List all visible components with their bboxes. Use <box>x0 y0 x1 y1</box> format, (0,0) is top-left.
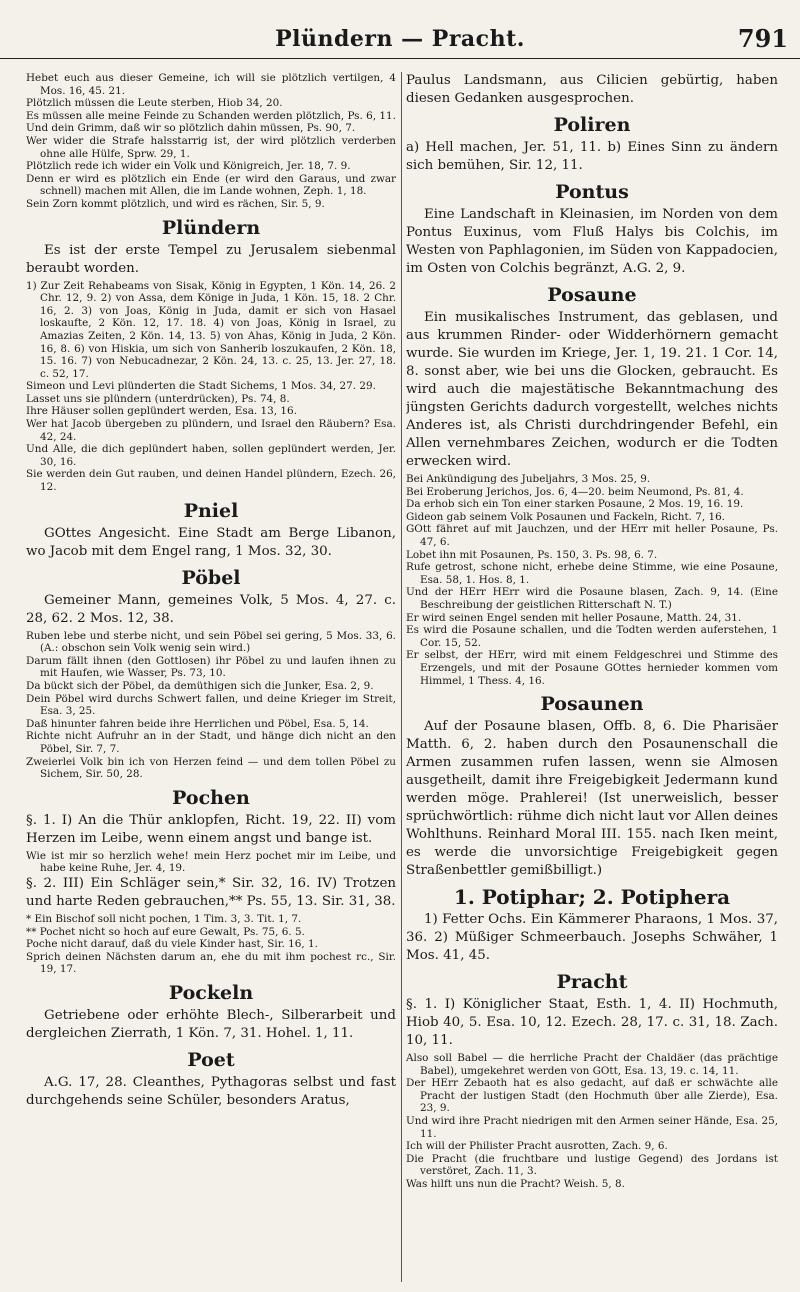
citation: Denn er wird es plötzlich ein Ende (er wird den Garaus, und zwar schnell) machen mit Allen, die im Lande wohnen, Zeph. 1, 18. <box>26 172 396 198</box>
entry-title: Posaunen <box>540 693 644 716</box>
entry-title: Pochen <box>172 786 250 809</box>
citation: Rufe getrost, schone nicht, erhebe deine Stimme, wie eine Posaune, Esa. 58, 1. Hos. 8, 1. <box>406 561 778 586</box>
entry-definition: Eine Landschaft in Kleinasien, im Norden von dem Pontus Euxinus, vom Fluß Halys bis Colchis, im Westen von Paphlagonien, im Süden von Kappadocien, im Osten von Colchis begränzt, A.G. 2, 9. <box>406 207 778 276</box>
citation: Ich will der Philister Pracht ausrotten, Zach. 9, 6. <box>406 1140 668 1153</box>
entry-title: Pontus <box>555 181 629 203</box>
entry-title: 1. Potiphar; 2. Potiphera <box>453 885 731 910</box>
citation: Er selbst, der HErr, wird mit einem Feldgeschrei und Stimme des Erzengels, und mit der Posaune GOttes hernieder kommen vom Himmel, 1 Thess. 4, 16. <box>406 649 778 687</box>
citation: Es müssen alle meine Feinde zu Schanden werden plötzlich, Ps. 6, 11. <box>26 109 396 122</box>
entry-title: Pockeln <box>168 981 254 1004</box>
entry-pluendern <box>26 217 396 494</box>
citation: Ihre Häuser sollen geplündert werden, Esa. 13, 16. <box>26 405 297 418</box>
citation: Wer wider die Strafe halsstarrig ist, der wird plötzlich verderben ohne alle Hülfe, Sprw. 29, 1. <box>26 134 396 160</box>
entry-title: Poliren <box>553 114 631 136</box>
entry-pockeln <box>26 982 396 1043</box>
citation: Und der HErr HErr wird die Posaune blasen, Zach. 9, 14. (Eine Beschreibung der geistlichen Ritterschaft N. T.) <box>406 586 778 611</box>
entry-poet <box>26 1049 396 1110</box>
entry-definition: §. 1. I) An die Thür anklopfen, Richt. 19, 22. II) vom Herzen im Leibe, wenn einem angst und bange ist. <box>26 812 396 846</box>
citation: Gideon gab seinem Volk Posaunen und Fackeln, Richt. 7, 16. <box>406 510 725 523</box>
citation: Was hilft uns nun die Pracht? Weish. 5, 8. <box>406 1178 625 1191</box>
citation: Er wird seinen Engel senden mit heller Posaune, Matth. 24, 31. <box>406 611 742 624</box>
right-column <box>406 72 778 1284</box>
citation: Der HErr Zebaoth hat es also gedacht, auf daß er schwächte alle Pracht der lustigen Stadt (den Hochmuth über alle Zierde), Esa. 23, 9. <box>406 1077 778 1115</box>
citation: * Ein Bischof soll nicht pochen, 1 Tim. 3, 3. Tit. 1, 7. <box>26 912 302 925</box>
entry-title: Plündern <box>161 216 261 239</box>
citation: Wie ist mir so herzlich wehe! mein Herz pochet mir im Leibe, und habe keine Ruhe, Jer. 4, 19. <box>26 849 396 875</box>
left-column <box>26 72 396 1284</box>
entry-definition: Ein musikalisches Instrument, das geblasen, und aus krummen Rinder- oder Widderhörnern gemacht wurde. Sie wurden im Kriege, Jer. 1, 19. 21. 1 Cor. 14, 8. sonst aber, wie bei uns die Glocken, gebraucht. Es wird auch die majestätische Bekanntmachung des jüngsten Gerichts dadurch vorgestellt, welches nichts Anderes ist, als Christi durchdringender Befehl, ein Allen vernehmbares Zeichen, wodurch er die Todten erwecken wird. <box>406 310 778 469</box>
entry-definition: Paulus Landsmann, aus Cilicien gebürtig, haben diesen Gedanken ausgesprochen. <box>406 73 778 106</box>
citation: Hebet euch aus dieser Gemeine, ich will sie plötzlich vertilgen, 4 Mos. 16, 45. 21. <box>26 72 396 97</box>
page-header <box>0 22 800 59</box>
citation: Plötzlich müssen die Leute sterben, Hiob 34, 20. <box>26 97 283 110</box>
citation: Die Pracht (die fruchtbare und lustige Gegend) des Jordans ist verstöret, Zach. 11, 3. <box>406 1152 778 1178</box>
entry-title: Pracht <box>556 971 628 994</box>
running-title: Plündern — Pracht. <box>275 26 525 52</box>
citation: Und Alle, die dich geplündert haben, sollen geplündert werden, Jer. 30, 16. <box>26 443 396 468</box>
entry-ploetzlich-continued <box>26 72 396 211</box>
citation: Darum fällt ihnen (den Gottlosen) ihr Pöbel zu und laufen ihnen zu mit Haufen, wie Wasser, Ps. 73, 10. <box>26 654 396 680</box>
citation: Daß hinunter fahren beide ihre Herrlichen und Pöbel, Esa. 5, 14. <box>26 717 369 730</box>
citation: Ruben lebe und sterbe nicht, und sein Pöbel sei gering, 5 Mos. 33, 6. (A.: obschon sein Volk wenig sein wird.) <box>26 629 396 655</box>
citation: GOtt fähret auf mit Jauchzen, und der HErr mit heller Posaune, Ps. 47, 6. <box>406 523 778 548</box>
citation: Bei Ankündigung des Jubeljahrs, 3 Mos. 25, 9. <box>406 473 651 485</box>
citation: Da bückt sich der Pöbel, da demüthigen sich die Junker, Esa. 2, 9. <box>26 680 374 692</box>
entry-pontus <box>406 181 778 278</box>
entry-definition: Auf der Posaune blasen, Offb. 8, 6. Die Pharisäer Matth. 6, 2. haben durch den Posaunenschall die Armen zusammen rufen lassen, wenn sie Almosen ausgetheilt, damit ihre Freigebigkeit Jedermann kund werden möge. Prahlerei! (Ist unerweislich, besser sprüchwörtlich: rühme dich nicht laut vor Allen deines Wohlthuns. Reinhard Moral III. 155. nach Iken meint, es werde die unvorsichtige Freigebigkeit gegen Straßenbettler gemißbilligt.) <box>406 719 778 879</box>
citation: Zweierlei Volk bin ich von Herzen feind — und dem tollen Pöbel zu Sichem, Sir. 50, 28. <box>26 755 396 781</box>
entry-definition: §. 2. III) Ein Schläger sein,* Sir. 32, 16. IV) Trotzen und harte Reden gebrauchen,** Ps. 55, 13. Sir. 31, 38. <box>26 875 396 909</box>
citation: Wer hat Jacob übergeben zu plündern, und Israel den Räubern? Esa. 42, 24. <box>26 418 396 443</box>
citation: ** Pochet nicht so hoch auf eure Gewalt, Ps. 75, 6. 5. <box>26 925 305 938</box>
citation: Sein Zorn kommt plötzlich, und wird es rächen, Sir. 5, 9. <box>26 197 325 210</box>
citation: Bei Eroberung Jerichos, Jos. 6, 4—20. beim Neumond, Ps. 81, 4. <box>406 485 744 498</box>
entry-potiphar <box>406 886 778 965</box>
entry-title: Poet <box>187 1048 235 1071</box>
entry-definition: Getriebene oder erhöhte Blech-, Silberarbeit und dergleichen Zierrath, 1 Kön. 7, 31. Hohel. 1, 11. <box>26 1007 396 1041</box>
entry-title: Pniel <box>183 499 239 522</box>
entry-definition: A.G. 17, 28. Cleanthes, Pythagoras selbst und fast durchgehends seine Schüler, besonders Aratus, <box>26 1074 396 1108</box>
entry-definition: GOttes Angesicht. Eine Stadt am Berge Libanon, wo Jacob mit dem Engel rang, 1 Mos. 32, 30. <box>26 525 396 559</box>
citation: Sie werden dein Gut rauben, und deinen Handel plündern, Ezech. 26, 12. <box>26 468 396 494</box>
citation: Richte nicht Aufruhr an in der Stadt, und hänge dich nicht an den Pöbel, Sir. 7, 7. <box>26 730 396 755</box>
entry-poebel <box>26 567 396 781</box>
entry-title: Pöbel <box>181 566 241 589</box>
entry-posaune <box>406 284 778 687</box>
entry-definition: Gemeiner Mann, gemeines Volk, 5 Mos. 4, 27. c. 28, 62. 2 Mos. 12, 38. <box>26 592 396 626</box>
citation: Dein Pöbel wird durchs Schwert fallen, und deine Krieger im Streit, Esa. 3, 25. <box>26 692 396 718</box>
citation: 1) Zur Zeit Rehabeams von Sisak, König in Egypten, 1 Kön. 14, 26. 2 Chr. 12, 9. 2) von Assa, dem Könige in Juda, 1 Kön. 15, 18. 2 Chr. 16, 2. 3) von Joas, König in Juda, damit er sich von Hasael loskaufte, 2 Kön. 12, 17. 18. 4) von Joas, König in Israel, zu Amazias Zeiten, 2 Kön. 14, 13. 5) von Ahas, König in Juda, 2 Kön. 16, 8. 6) von Hiskia, um sich von Sanherib loszukaufen, 2 Kön. 18, 15. 16. 7) von Nebucadnezar, 2 Kön. 24, 13. c. 25, 13. Jer. 27, 18. c. 52, 17. <box>26 279 396 380</box>
entry-title: Posaune <box>547 284 637 306</box>
citation: Lasset uns sie plündern (unterdrücken), Ps. 74, 8. <box>26 392 290 405</box>
page-number: 791 <box>737 24 788 53</box>
entry-pracht <box>406 971 778 1191</box>
citation: Da erhob sich ein Ton einer starken Posaune, 2 Mos. 19, 16. 19. <box>406 498 744 511</box>
entry-poliren <box>406 114 778 175</box>
citation: Sprich deinen Nächsten darum an, ehe du mit ihm pochest rc., Sir. 19, 17. <box>26 950 396 976</box>
citation: Und wird ihre Pracht niedrigen mit den Armen seiner Hände, Esa. 25, 11. <box>406 1115 778 1140</box>
entry-definition: §. 1. I) Königlicher Staat, Esth. 1, 4. II) Hochmuth, Hiob 40, 5. Esa. 10, 12. Ezech. 28, 17. c. 31, 18. Zach. 10, 11. <box>406 997 778 1049</box>
entry-poet-continued <box>406 72 778 108</box>
entry-pochen <box>26 787 396 976</box>
citation: Also soll Babel — die herrliche Pracht der Chaldäer (das prächtige Babel), umgekehret werden von GOtt, Esa. 13, 19. c. 14, 11. <box>406 1052 778 1077</box>
entry-definition: Es ist der erste Tempel zu Jerusalem siebenmal beraubt worden. <box>26 242 396 276</box>
entry-posaunen <box>406 693 778 880</box>
citation: Lobet ihn mit Posaunen, Ps. 150, 3. Ps. 98, 6. 7. <box>406 548 658 561</box>
citation: Simeon und Levi plünderten die Stadt Sichems, 1 Mos. 34, 27. 29. <box>26 380 376 393</box>
entry-definition: a) Hell machen, Jer. 51, 11. b) Eines Sinn zu ändern sich bemühen, Sir. 12, 11. <box>406 140 778 173</box>
entry-pniel <box>26 500 396 561</box>
citation: Es wird die Posaune schallen, und die Todten werden auferstehen, 1 Cor. 15, 52. <box>406 624 778 649</box>
citation: Plötzlich rede ich wider ein Volk und Königreich, Jer. 18, 7. 9. <box>26 160 351 173</box>
citation: Poche nicht darauf, daß du viele Kinder hast, Sir. 16, 1. <box>26 938 318 951</box>
citation: Und dein Grimm, daß wir so plötzlich dahin müssen, Ps. 90, 7. <box>26 122 356 135</box>
column-divider <box>401 72 402 1282</box>
entry-definition: 1) Fetter Ochs. Ein Kämmerer Pharaons, 1 Mos. 37, 36. 2) Müßiger Schmeerbauch. Josephs Schwäher, 1 Mos. 41, 45. <box>406 912 778 964</box>
